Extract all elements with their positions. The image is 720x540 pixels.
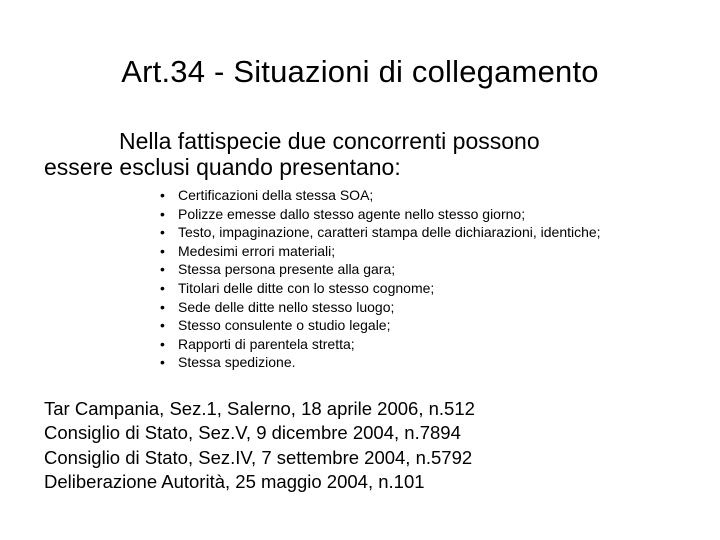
bullet-icon: • xyxy=(160,187,165,203)
bullet-text: Stesso consulente o studio legale; xyxy=(178,317,391,334)
references-block xyxy=(44,397,475,494)
bullet-text: Rapporti di parentela stretta; xyxy=(178,335,355,352)
bullet-item xyxy=(160,279,601,298)
bullet-icon: • xyxy=(160,242,165,259)
bullet-icon: • xyxy=(160,354,165,371)
bullet-item xyxy=(160,223,601,242)
bullet-item xyxy=(160,335,601,354)
intro-paragraph xyxy=(44,128,684,180)
bullet-item xyxy=(160,205,601,224)
bullet-text: Medesimi errori materiali; xyxy=(178,242,336,259)
bullet-icon: • xyxy=(160,317,165,334)
bullet-text: Testo, impaginazione, caratteri stampa delle dichiarazioni, identiche; xyxy=(178,224,601,241)
bullet-text: Certificazioni della stessa SOA; xyxy=(178,187,374,203)
bullet-icon: • xyxy=(160,335,165,352)
bullet-item xyxy=(160,186,601,205)
intro-line-2: essere esclusi quando presentano: xyxy=(44,154,401,180)
slide-title-text: Art.34 - Situazioni di collegamento xyxy=(121,54,599,89)
bullet-list xyxy=(160,186,601,372)
reference-line: Consiglio di Stato, Sez.IV, 7 settembre 2004, n.5792 xyxy=(44,446,473,468)
bullet-item xyxy=(160,298,601,317)
bullet-text: Stessa spedizione. xyxy=(178,354,296,371)
reference-line: Consiglio di Stato, Sez.V, 9 dicembre 2004, n.7894 xyxy=(44,422,461,444)
bullet-item xyxy=(160,260,601,279)
bullet-text: Polizze emesse dallo stesso agente nello stesso giorno; xyxy=(178,205,526,222)
reference-line: Deliberazione Autorità, 25 maggio 2004, n.101 xyxy=(44,470,425,492)
bullet-item xyxy=(160,242,601,261)
bullet-text: Titolari delle ditte con lo stesso cognome; xyxy=(178,279,435,296)
bullet-text: Sede delle ditte nello stesso luogo; xyxy=(178,298,395,315)
bullet-icon: • xyxy=(160,261,165,278)
bullet-icon: • xyxy=(160,205,165,222)
bullet-icon: • xyxy=(160,279,165,296)
bullet-item xyxy=(160,316,601,335)
bullet-text: Stessa persona presente alla gara; xyxy=(178,261,396,278)
slide-title xyxy=(0,52,720,92)
bullet-icon: • xyxy=(160,298,165,315)
bullet-icon: • xyxy=(160,224,165,241)
intro-line-1: Nella fattispecie due concorrenti possono xyxy=(119,128,540,154)
reference-line: Tar Campania, Sez.1, Salerno, 18 aprile 2006, n.512 xyxy=(44,398,475,419)
bullet-item xyxy=(160,353,601,372)
